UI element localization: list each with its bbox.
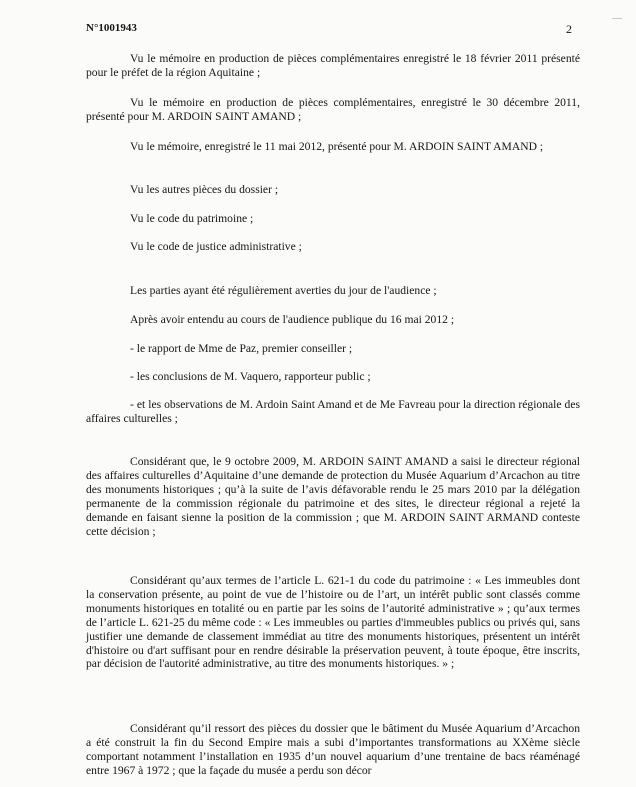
paragraph-conclusions: - les conclusions de M. Vaquero, rapporteur public ; xyxy=(130,370,371,383)
paragraph-pieces-dossier: Vu les autres pièces du dossier ; xyxy=(130,183,279,196)
scan-artifact xyxy=(612,18,622,19)
paragraph-observations: - et les observations de M. Ardoin Saint Amand et de Me Favreau pour la direction régionale des affaires culturelles ; xyxy=(86,398,580,425)
case-reference: N°1001943 xyxy=(86,22,137,34)
paragraph-memoire-2011: Vu le mémoire en production de pièces complémentaires, enregistré le 30 décembre 2011, présenté pour M. ARDOIN SAINT AMAND ; xyxy=(86,96,580,123)
paragraph-audience: Après avoir entendu au cours de l'audience publique du 16 mai 2012 ; xyxy=(130,313,455,326)
paragraph-memoire-prefet: Vu le mémoire en production de pièces complémentaires enregistré le 18 février 2011 présenté pour le préfet de la région Aquitaine ; xyxy=(86,52,580,79)
paragraph-memoire-2012: Vu le mémoire, enregistré le 11 mai 2012, présenté pour M. ARDOIN SAINT AMAND ; xyxy=(130,140,544,153)
page-number: 2 xyxy=(566,22,572,36)
paragraph-rapport: - le rapport de Mme de Paz, premier conseiller ; xyxy=(130,342,353,355)
paragraph-considerant-articles: Considérant qu’aux termes de l’article L. 621-1 du code du patrimoine : « Les immeubles dont la conservation présente, au point de vue de l’histoire ou de l’art, un intérêt public sont classés comme monuments historiques en totalité ou en partie par les soins de l’autorité administrative » ; qu’aux termes de l’article L. 621-25 du même code : « Les immeubles ou parties d'immeubles publics ou privés qui, sans justifier une demande de classement immédiat au titre des monuments historiques, présentent un intérêt d'histoire ou d'art suffisant pour en rendre désirable la préservation peuvent, à toute époque, être inscrits, par décision de l'autorité administrative, au titre des monuments historiques. » ; xyxy=(86,574,580,671)
paragraph-considerant-batiment: Considérant qu’il ressort des pièces du dossier que le bâtiment du Musée Aquarium d’Arcachon a été construit la fin du Second Empire mais a subi d’importantes transformations au XXème siècle comportant notamment l’installation en 1935 d’un nouvel aquarium d’une trentaine de bacs réaménagé entre 1967 à 1972 ; que la façade du musée a perdu son décor xyxy=(86,722,580,777)
paragraph-code-justice: Vu le code de justice administrative ; xyxy=(130,240,302,253)
paragraph-considerant-demande: Considérant que, le 9 octobre 2009, M. ARDOIN SAINT AMAND a saisi le directeur régional des affaires culturelles d’Aquitaine d’une demande de protection du Musée Aquarium d’Arcachon au titre des monuments historiques ; qu’à la suite de l’avis défavorable rendu le 25 mars 2010 par la délégation permanente de la commission régionale du patrimoine et des sites, le directeur régional a rejeté la demande en faisant sienne la position de la commission ; que M. ARDOIN SAINT ARMAND conteste cette décision ; xyxy=(86,455,580,538)
paragraph-code-patrimoine: Vu le code du patrimoine ; xyxy=(130,212,254,225)
paragraph-parties-averties: Les parties ayant été régulièrement averties du jour de l'audience ; xyxy=(130,284,437,297)
